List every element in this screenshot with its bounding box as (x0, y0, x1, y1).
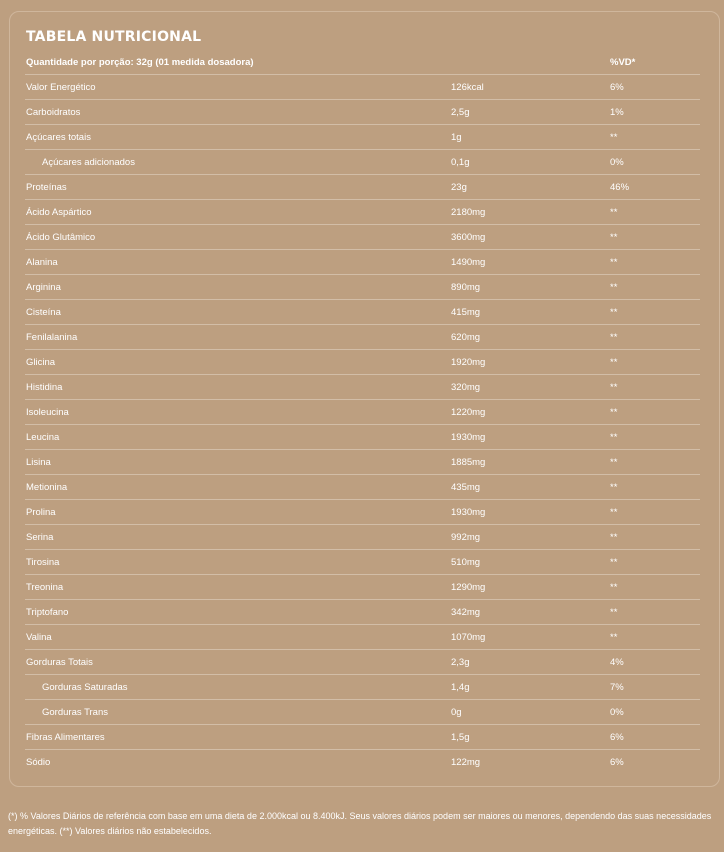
nutrient-name: Gorduras Trans (42, 706, 108, 718)
table-row (25, 625, 700, 650)
nutrient-daily-value: ** (610, 456, 618, 468)
nutrient-amount: 1490mg (451, 256, 486, 268)
table-row (25, 400, 700, 425)
nutrient-amount: 992mg (451, 531, 481, 543)
nutrient-daily-value: ** (610, 606, 618, 618)
nutrient-name: Leucina (26, 431, 60, 443)
nutrient-name: Histidina (26, 381, 63, 393)
nutrient-amount: 1290mg (451, 581, 486, 593)
table-row (25, 700, 700, 725)
nutrient-amount: 1070mg (451, 631, 486, 643)
table-row (25, 525, 700, 550)
nutrient-name: Açúcares adicionados (42, 156, 135, 168)
nutrient-daily-value: 6% (610, 81, 624, 93)
nutrient-daily-value: 46% (610, 181, 630, 193)
nutrient-daily-value: ** (610, 281, 618, 293)
nutrient-name: Metionina (26, 481, 68, 493)
table-header-row (25, 51, 700, 75)
table-body (25, 75, 700, 775)
nutrient-amount: 0g (451, 706, 462, 718)
nutrient-daily-value: ** (610, 331, 618, 343)
nutrient-name: Carboidratos (26, 106, 81, 118)
nutrient-daily-value: 6% (610, 757, 624, 768)
nutrient-daily-value: ** (610, 356, 618, 368)
nutrient-amount: 1930mg (451, 431, 486, 443)
table-row (25, 475, 700, 500)
table-row (25, 325, 700, 350)
nutrient-name: Ácido Glutâmico (26, 231, 96, 243)
table-row (25, 225, 700, 250)
nutrient-amount: 1g (451, 131, 462, 143)
nutrient-amount: 2180mg (451, 206, 486, 218)
nutrient-amount: 1930mg (451, 506, 486, 518)
nutrient-amount: 126kcal (451, 81, 484, 93)
nutrient-name: Cisteína (26, 306, 61, 318)
table-row (25, 250, 700, 275)
table-row (25, 575, 700, 600)
nutrient-name: Arginina (26, 281, 61, 293)
table-row (25, 500, 700, 525)
nutrient-name: Tirosina (26, 556, 60, 568)
nutrient-name: Prolina (26, 506, 56, 518)
nutrient-amount: 890mg (451, 281, 481, 293)
nutrient-daily-value: ** (610, 306, 618, 318)
nutrient-daily-value: ** (610, 431, 618, 443)
nutrient-amount: 620mg (451, 331, 481, 343)
table-row (25, 550, 700, 575)
nutrient-daily-value: 7% (610, 681, 624, 693)
table-row (25, 600, 700, 625)
nutrient-amount: 320mg (451, 381, 481, 393)
nutrient-name: Ácido Aspártico (26, 206, 92, 218)
table-row (25, 300, 700, 325)
table-row (25, 150, 700, 175)
nutrient-daily-value: 1% (610, 106, 624, 118)
nutrient-daily-value: ** (610, 581, 618, 593)
nutrient-name: Fibras Alimentares (26, 731, 105, 743)
table-row (25, 675, 700, 700)
nutrient-amount: 0,1g (451, 156, 470, 168)
nutrient-daily-value: ** (610, 381, 618, 393)
nutrient-daily-value: 0% (610, 706, 624, 718)
nutrient-name: Valor Energético (26, 81, 96, 93)
nutrient-name: Triptofano (26, 606, 69, 618)
nutrient-daily-value: 6% (610, 731, 624, 743)
nutrient-name: Glicina (26, 356, 56, 368)
table-row (25, 350, 700, 375)
nutrient-amount: 510mg (451, 556, 481, 568)
nutrient-daily-value: ** (610, 131, 618, 143)
nutrient-amount: 122mg (451, 757, 481, 768)
nutrient-amount: 1220mg (451, 406, 486, 418)
nutrient-name: Gorduras Saturadas (42, 681, 128, 693)
nutrient-amount: 2,5g (451, 106, 470, 118)
table-row (25, 725, 700, 750)
serving-size-label: Quantidade por porção: 32g (01 medida dosadora) (26, 57, 254, 68)
nutrient-name: Açúcares totais (26, 131, 91, 143)
nutrient-amount: 1920mg (451, 356, 486, 368)
table-row (25, 125, 700, 150)
table-title: TABELA NUTRICIONAL (26, 29, 202, 45)
nutrient-daily-value: ** (610, 531, 618, 543)
nutrient-daily-value: ** (610, 256, 618, 268)
nutrient-name: Treonina (26, 581, 64, 593)
nutrient-daily-value: ** (610, 481, 618, 493)
nutrient-amount: 435mg (451, 481, 481, 493)
nutrient-amount: 23g (451, 181, 467, 193)
nutrient-amount: 415mg (451, 306, 481, 318)
nutrient-daily-value: ** (610, 631, 618, 643)
nutrient-daily-value: ** (610, 406, 618, 418)
nutrient-name: Serina (26, 531, 54, 543)
nutrient-name: Sódio (26, 757, 51, 768)
table-row (25, 375, 700, 400)
nutrient-name: Valina (26, 631, 52, 643)
table-row (25, 650, 700, 675)
table-row (25, 425, 700, 450)
nutrient-amount: 1885mg (451, 456, 486, 468)
nutrient-name: Alanina (26, 256, 58, 268)
table-row (25, 100, 700, 125)
table-row (25, 200, 700, 225)
nutrient-amount: 342mg (451, 606, 481, 618)
nutrient-daily-value: ** (610, 231, 618, 243)
nutrient-daily-value: 0% (610, 156, 624, 168)
nutrient-name: Proteínas (26, 181, 67, 193)
nutrient-amount: 3600mg (451, 231, 486, 243)
daily-value-header: %VD* (610, 57, 636, 68)
nutrient-name: Isoleucina (26, 406, 69, 418)
nutrient-daily-value: 4% (610, 656, 624, 668)
table-row (25, 450, 700, 475)
nutrient-amount: 1,4g (451, 681, 470, 693)
table-row (25, 750, 700, 775)
nutrient-daily-value: ** (610, 556, 618, 568)
table-row (25, 175, 700, 200)
nutrient-amount: 2,3g (451, 656, 470, 668)
table-row (25, 75, 700, 100)
nutrient-amount: 1,5g (451, 731, 470, 743)
footnote: (*) % Valores Diários de referência com base em uma dieta de 2.000kcal ou 8.400kJ. Seus valores diários podem ser maiores ou menores, dependendo das suas necessidades energéticas. (**) Valores diários não estabelecidos. (8, 811, 712, 836)
nutrient-name: Gorduras Totais (26, 656, 93, 668)
nutrition-table (25, 51, 700, 775)
nutrient-daily-value: ** (610, 506, 618, 518)
nutrient-daily-value: ** (610, 206, 618, 218)
nutrient-name: Fenilalanina (26, 331, 78, 343)
table-row (25, 275, 700, 300)
nutrient-name: Lisina (26, 456, 51, 468)
